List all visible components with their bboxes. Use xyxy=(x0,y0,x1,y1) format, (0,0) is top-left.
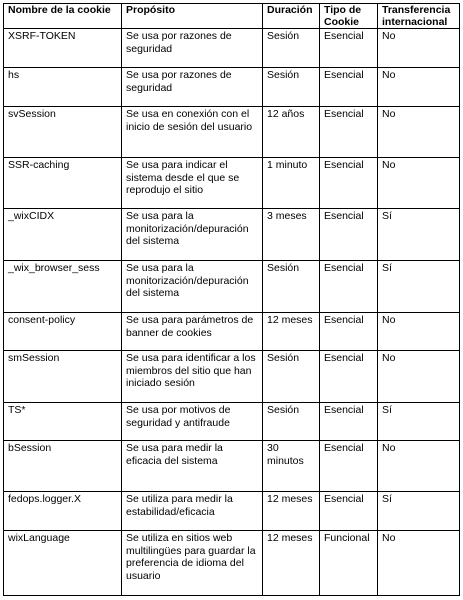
cell-cookie-name: hs xyxy=(4,68,122,107)
header-cookie-type: Tipo de Cookie xyxy=(320,4,378,29)
cell-international-transfer: Sí xyxy=(378,261,460,313)
cell-cookie-name: TS* xyxy=(4,403,122,441)
cell-cookie-type: Esencial xyxy=(320,492,378,531)
cookie-table xyxy=(3,3,460,596)
cell-international-transfer: No xyxy=(378,68,460,107)
cell-duration: 30 minutos xyxy=(263,441,320,492)
table-header-row xyxy=(4,4,460,29)
cell-cookie-name: _wix_browser_sess xyxy=(4,261,122,313)
cell-purpose: Se usa para identificar a los miembros del sitio que han iniciado sesión xyxy=(122,351,263,403)
cell-cookie-name: SSR-caching xyxy=(4,158,122,209)
cell-duration: Sesión xyxy=(263,403,320,441)
cell-duration: Sesión xyxy=(263,261,320,313)
cell-cookie-name: fedops.logger.X xyxy=(4,492,122,531)
header-purpose: Propósito xyxy=(122,4,263,29)
cell-cookie-type: Esencial xyxy=(320,68,378,107)
cell-cookie-type: Funcional xyxy=(320,531,378,596)
table-row xyxy=(4,209,460,261)
table-row xyxy=(4,158,460,209)
cell-purpose: Se usa para la monitorización/depuración del sistema xyxy=(122,209,263,261)
cell-cookie-type: Esencial xyxy=(320,107,378,158)
table-row xyxy=(4,107,460,158)
cell-cookie-type: Esencial xyxy=(320,351,378,403)
table-row xyxy=(4,531,460,596)
cell-purpose: Se usa para parámetros de banner de cookies xyxy=(122,313,263,351)
cell-cookie-type: Esencial xyxy=(320,29,378,68)
cell-purpose: Se usa en conexión con el inicio de sesión del usuario xyxy=(122,107,263,158)
cell-duration: 12 meses xyxy=(263,313,320,351)
cell-purpose: Se usa para indicar el sistema desde el que se reprodujo el sitio xyxy=(122,158,263,209)
cell-cookie-name: consent-policy xyxy=(4,313,122,351)
cell-duration: Sesión xyxy=(263,68,320,107)
cell-international-transfer: Sí xyxy=(378,403,460,441)
cell-duration: 12 años xyxy=(263,107,320,158)
cell-duration: Sesión xyxy=(263,351,320,403)
cell-international-transfer: No xyxy=(378,29,460,68)
cell-international-transfer: Sí xyxy=(378,492,460,531)
cell-duration: 12 meses xyxy=(263,531,320,596)
cell-duration: 12 meses xyxy=(263,492,320,531)
cell-international-transfer: No xyxy=(378,351,460,403)
table-row xyxy=(4,261,460,313)
cell-international-transfer: No xyxy=(378,531,460,596)
header-international-transfer: Transferencia internacional xyxy=(378,4,460,29)
cell-international-transfer: No xyxy=(378,107,460,158)
cell-purpose: Se utiliza en sitios web multilingües para guardar la preferencia de idioma del usuario xyxy=(122,531,263,596)
cell-purpose: Se usa por razones de seguridad xyxy=(122,68,263,107)
cell-purpose: Se usa para la monitorización/depuración del sistema xyxy=(122,261,263,313)
cell-duration: 3 meses xyxy=(263,209,320,261)
cell-cookie-type: Esencial xyxy=(320,403,378,441)
cell-international-transfer: Sí xyxy=(378,209,460,261)
cell-international-transfer: No xyxy=(378,313,460,351)
cell-cookie-name: svSession xyxy=(4,107,122,158)
cell-purpose: Se usa por razones de seguridad xyxy=(122,29,263,68)
header-duration: Duración xyxy=(263,4,320,29)
table-row xyxy=(4,68,460,107)
table-row xyxy=(4,492,460,531)
cell-cookie-type: Esencial xyxy=(320,209,378,261)
cell-duration: 1 minuto xyxy=(263,158,320,209)
cell-cookie-type: Esencial xyxy=(320,441,378,492)
table-row xyxy=(4,313,460,351)
cell-cookie-type: Esencial xyxy=(320,261,378,313)
cell-cookie-name: _wixCIDX xyxy=(4,209,122,261)
cell-cookie-type: Esencial xyxy=(320,313,378,351)
cell-purpose: Se usa por motivos de seguridad y antifraude xyxy=(122,403,263,441)
cell-international-transfer: No xyxy=(378,441,460,492)
cell-duration: Sesión xyxy=(263,29,320,68)
cell-cookie-name: wixLanguage xyxy=(4,531,122,596)
cell-cookie-name: bSession xyxy=(4,441,122,492)
table-row xyxy=(4,441,460,492)
table-row xyxy=(4,351,460,403)
header-cookie-name: Nombre de la cookie xyxy=(4,4,122,29)
table-row xyxy=(4,29,460,68)
cell-international-transfer: No xyxy=(378,158,460,209)
cell-purpose: Se utiliza para medir la estabilidad/eficacia xyxy=(122,492,263,531)
cell-cookie-name: XSRF-TOKEN xyxy=(4,29,122,68)
table-row xyxy=(4,403,460,441)
cell-cookie-type: Esencial xyxy=(320,158,378,209)
cell-cookie-name: smSession xyxy=(4,351,122,403)
cell-purpose: Se usa para medir la eficacia del sistema xyxy=(122,441,263,492)
